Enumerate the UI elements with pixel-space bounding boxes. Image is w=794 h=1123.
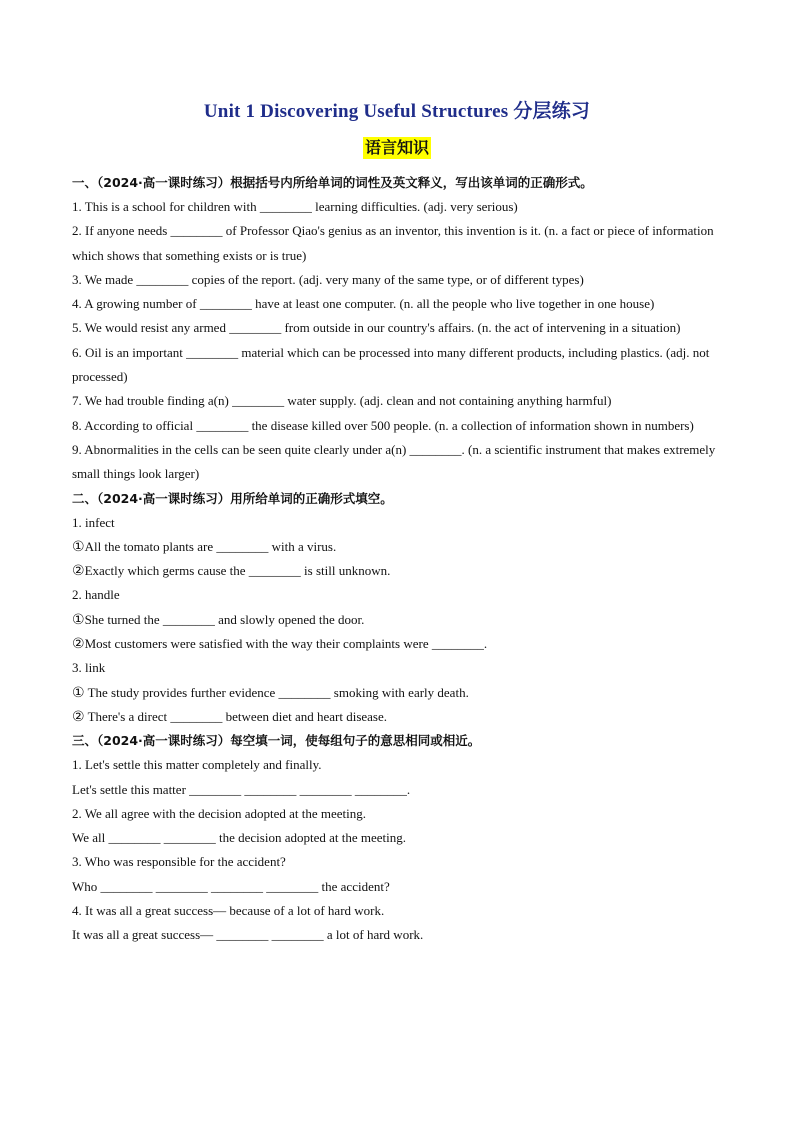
s2-handle-sentence-2-text: Most customers were satisfied with the way their complaints were ________. [84,636,488,652]
s2-infect-sentence-1 [72,535,722,559]
section-subtitle-highlight: 语言知识 [364,138,429,157]
section-1-heading: 一、（2024·高一课时练习）根据括号内所给单词的词性及英文释义，写出该单词的正确形式。 [72,175,593,190]
page-title: Unit 1 Discovering Useful Structures 分层练习 [203,101,591,122]
s2-word-handle: 2. handle [72,587,120,603]
s2-infect-sentence-2-text: Exactly which germs cause the ________ is still unknown. [84,563,391,579]
s3-question-4: 4. It was all a great success— because of a lot of hard work. [72,903,385,919]
s1-question-3: 3. We made ________ copies of the report. (adj. very many of the same type, or of different types) [72,271,584,287]
s3-answer-3: Who ________ ________ ________ ________ the accident? [72,878,390,894]
s3-question-1: 1. Let's settle this matter completely and finally. [72,757,322,773]
s3-answer-4: It was all a great success— ________ ________ a lot of hard work. [72,927,424,943]
s2-infect-sentence-1-text: All the tomato plants are ________ with a virus. [84,538,337,554]
s1-question-7: 7. We had trouble finding a(n) ________ water supply. (adj. clean and not containing anything harmful) [72,393,612,409]
circled-number-1: ① [72,538,85,555]
s2-link-sentence-2 [72,705,722,729]
s1-question-2: 2. If anyone needs ________ of Professor Qiao's genius as an inventor, this invention is it. (n. a fact or piece of information which shows that something exists or is true) [72,223,714,263]
circled-number-1: ① [72,611,85,628]
s1-question-9: 9. Abnormalities in the cells can be seen quite clearly under a(n) ________. (n. a scientific instrument that makes extremely small things look larger) [72,441,716,482]
s2-handle-sentence-1 [72,608,722,632]
s1-question-6: 6. Oil is an important ________ material which can be processed into many different products, including plastics. (adj. not processed) [72,344,710,385]
section-2-heading: 二、（2024·高一课时练习）用所给单词的正确形式填空。 [72,490,393,506]
circled-number-2: ② [72,636,85,653]
s2-link-sentence-1-text: The study provides further evidence ________ smoking with early death. [84,684,469,700]
s1-question-5: 5. We would resist any armed ________ from outside in our country's affairs. (n. the act of intervening in a situation) [72,320,681,336]
s3-question-2: 2. We all agree with the decision adopted at the meeting. [72,805,367,821]
s1-question-1: 1. This is a school for children with ________ learning difficulties. (adj. very serious) [72,199,518,214]
s2-word-infect: 1. infect [72,514,115,530]
circled-number-2: ② [72,708,85,725]
subtitle-container [0,137,794,159]
s3-answer-1: Let's settle this matter ________ ________ ________ ________. [72,781,411,797]
s2-link-sentence-2-text: There's a direct ________ between diet and heart disease. [84,708,387,724]
s1-question-4: 4. A growing number of ________ have at least one computer. (n. all the people who live together in one house) [72,296,655,312]
section-3-heading: 三、（2024·高一课时练习）每空填一词，使每组句子的意思相同或相近。 [72,733,481,749]
s3-answer-2: We all ________ ________ the decision adopted at the meeting. [72,830,406,846]
s2-infect-sentence-2 [72,559,722,583]
circled-number-1: ① [72,684,85,701]
s2-link-sentence-1 [72,681,722,705]
s2-handle-sentence-2 [72,632,722,656]
s1-question-8: 8. According to official ________ the disease killed over 500 people. (n. a collection of information shown in numbers) [72,417,694,433]
s2-word-link: 3. link [72,660,106,676]
s3-question-3: 3. Who was responsible for the accident? [72,854,286,870]
circled-number-2: ② [72,563,85,580]
exercise-content [72,171,722,948]
s2-handle-sentence-1-text: She turned the ________ and slowly opened the door. [84,611,365,627]
